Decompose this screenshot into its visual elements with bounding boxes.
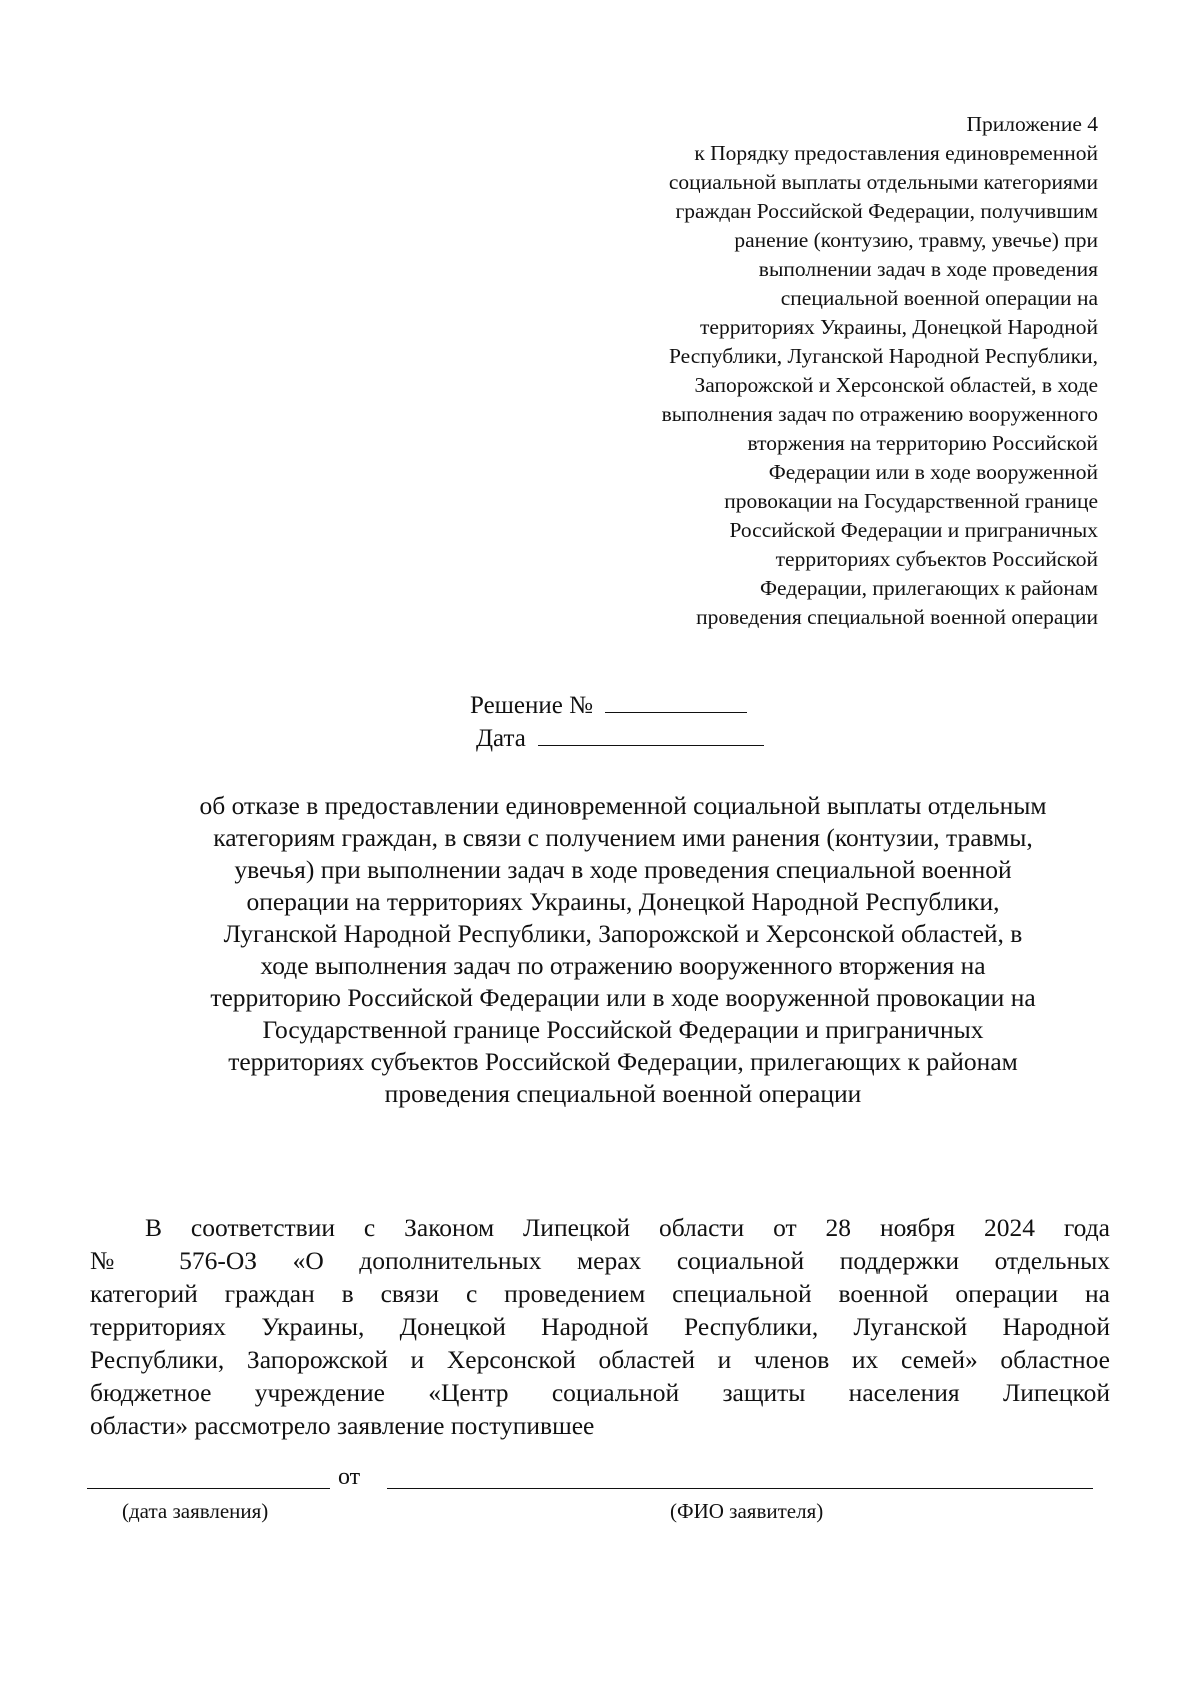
decision-number-blank[interactable] — [605, 688, 747, 713]
appendix-line: выполнения задач по отражению вооруженного — [661, 402, 1098, 426]
appendix-line: Приложение 4 — [966, 112, 1098, 136]
title-line: увечья) при выполнении задач в ходе проведения специальной военной — [234, 855, 1012, 884]
body-line: территориях Украины, Донецкой Народной Республики, Луганской Народной — [90, 1312, 1110, 1341]
body-line: Республики, Запорожской и Херсонской областей и членов их семей» областное — [90, 1345, 1110, 1374]
title-line: территориях субъектов Российской Федерации, прилегающих к районам — [228, 1047, 1018, 1076]
appendix-line: социальной выплаты отдельными категориями — [668, 170, 1098, 194]
decision-date — [476, 721, 764, 755]
decision-number — [470, 688, 747, 722]
body-line: № 576-ОЗ «О дополнительных мерах социальной поддержки отдельных — [90, 1246, 1110, 1275]
appendix-line: выполнении задач в ходе проведения — [758, 257, 1098, 281]
title-line: проведения специальной военной операции — [384, 1079, 862, 1108]
appendix-line: Федерации или в ходе вооруженной — [768, 460, 1098, 484]
appendix-line: провокации на Государственной границе — [724, 489, 1098, 513]
body-line: В соответствии с Законом Липецкой области от 28 ноября 2024 года — [145, 1213, 1110, 1242]
title-line: об отказе в предоставлении единовременной социальной выплаты отдельным — [199, 791, 1047, 820]
application-date-field[interactable] — [87, 1488, 330, 1489]
body-line: категорий граждан в связи с проведением специальной военной операции на — [90, 1279, 1110, 1308]
appendix-line: к Порядку предоставления единовременной — [694, 141, 1098, 165]
appendix-line: вторжения на территорию Российской — [747, 431, 1098, 455]
appendix-line: проведения специальной военной операции — [696, 605, 1098, 629]
name-caption: (ФИО заявителя) — [670, 1499, 824, 1523]
decision-date-blank[interactable] — [538, 721, 764, 746]
appendix-line: территориях Украины, Донецкой Народной — [700, 315, 1098, 339]
applicant-name-field[interactable] — [387, 1488, 1093, 1489]
title-line: категориям граждан, в связи с получением ими ранения (контузии, травмы, — [213, 823, 1033, 852]
appendix-line: ранение (контузию, травму, увечье) при — [734, 228, 1098, 252]
appendix-line: специальной военной операции на — [780, 286, 1098, 310]
appendix-line: территориях субъектов Российской — [775, 547, 1098, 571]
appendix-line: Российской Федерации и приграничных — [729, 518, 1098, 542]
decision-number-label: Решение № — [470, 692, 593, 719]
appendix-line: Республики, Луганской Народной Республики, — [668, 344, 1098, 368]
title-line: ходе выполнения задач по отражению вооруженного вторжения на — [260, 951, 986, 980]
appendix-line: Федерации, прилегающих к районам — [760, 576, 1098, 600]
date-caption: (дата заявления) — [122, 1499, 269, 1523]
decision-date-label: Дата — [476, 725, 526, 752]
from-word: от — [338, 1464, 361, 1490]
body-line: области» рассмотрело заявление поступившее — [90, 1411, 595, 1440]
body-line: бюджетное учреждение «Центр социальной защиты населения Липецкой — [90, 1378, 1110, 1407]
title-line: Луганской Народной Республики, Запорожской и Херсонской областей, в — [223, 919, 1023, 948]
appendix-line: Запорожской и Херсонской областей, в ходе — [694, 373, 1098, 397]
appendix-line: граждан Российской Федерации, получившим — [675, 199, 1098, 223]
title-line: Государственной границе Российской Федерации и приграничных — [262, 1015, 984, 1044]
title-line: территорию Российской Федерации или в ходе вооруженной провокации на — [210, 983, 1036, 1012]
title-line: операции на территориях Украины, Донецкой Народной Республики, — [246, 887, 1000, 916]
